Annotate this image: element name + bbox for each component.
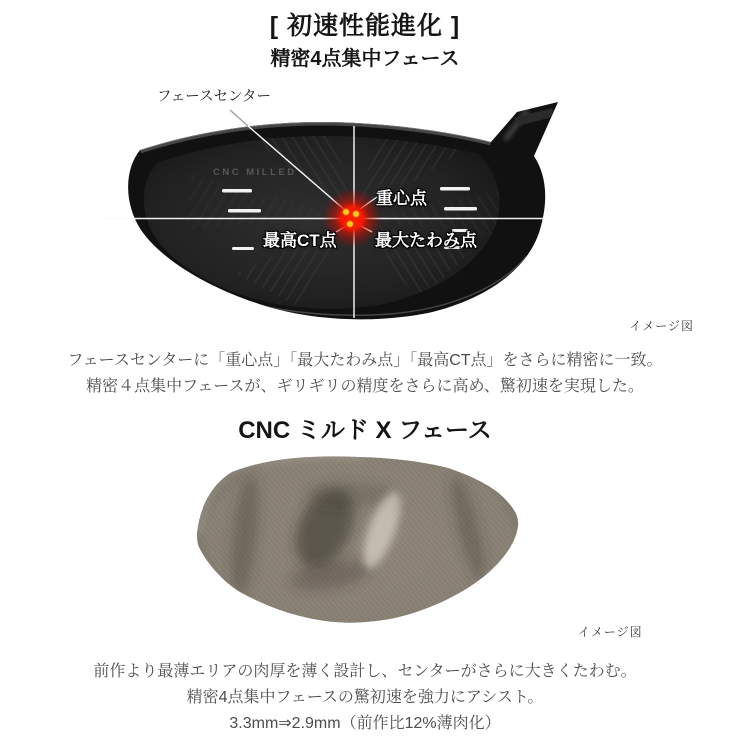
section1-body <box>0 348 730 400</box>
section1-title: [ 初速性能進化 ] <box>269 12 461 40</box>
face-plate-diagram <box>0 440 730 650</box>
face-center-label: フェースセンター <box>157 89 271 105</box>
face-plate-shading <box>180 440 540 650</box>
max-flex-point-label: 最大たわみ点 <box>375 231 477 250</box>
face-plate-illustration <box>0 440 730 650</box>
image-note-caption: イメージ図 <box>578 625 643 639</box>
section2-title: CNC ミルド X フェース <box>238 417 492 444</box>
section2-body <box>0 659 730 737</box>
section1-body-line1: フェースセンターに「重心点」「最大たわみ点」「最高CT点」をさらに精密に一致。 <box>67 352 663 369</box>
cnc-milled-engraving: CNC MILLED <box>213 167 297 178</box>
image-note-caption: イメージ図 <box>629 319 694 333</box>
section2-body-line3: 3.3mm⇒2.9mm（前作比12%薄肉化） <box>229 715 501 732</box>
gravity-point-label: 重心点 <box>376 189 427 208</box>
section1-subtitle: 精密4点集中フェース <box>270 48 460 70</box>
section2-body-line1: 前作より最薄エリアの肉厚を薄く設計し、センターがさらに大きくたわむ。 <box>93 663 637 680</box>
driver-face-diagram <box>0 78 730 348</box>
driver-head-illustration <box>0 78 730 348</box>
max-ct-point-label: 最高CT点 <box>263 231 337 250</box>
section2-body-line2: 精密4点集中フェースの驚初速を強力にアシスト。 <box>186 689 544 706</box>
section1-body-line2: 精密４点集中フェースが、ギリギリの精度をさらに高め、驚初速を実現した。 <box>86 378 644 395</box>
